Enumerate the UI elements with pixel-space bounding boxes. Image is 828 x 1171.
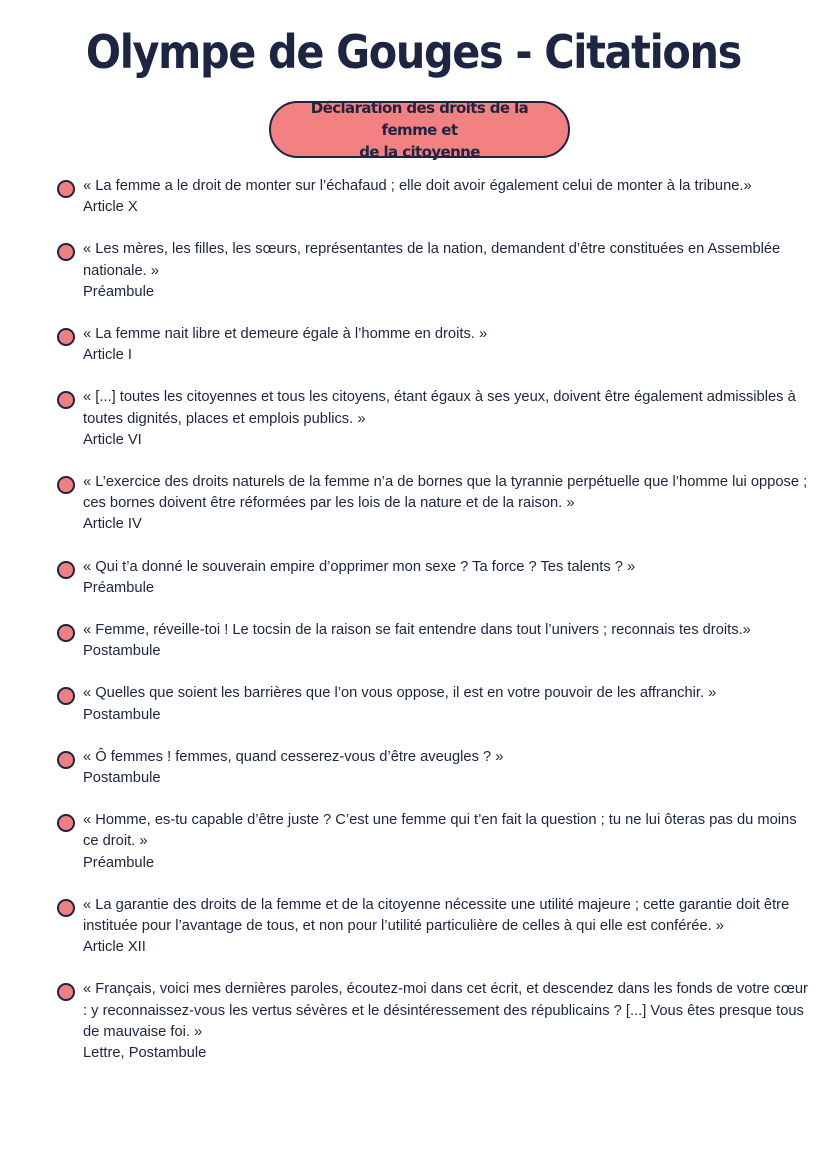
quote-source: Article VI bbox=[83, 431, 142, 448]
quote-text: « Ô femmes ! femmes, quand cesserez-vous d’être aveugles ? » bbox=[83, 748, 504, 765]
quote-item bbox=[56, 324, 808, 366]
circle-bullet-icon bbox=[57, 328, 75, 346]
circle-bullet-icon bbox=[57, 476, 75, 494]
circle-bullet-icon bbox=[57, 983, 75, 1001]
quote-text: « Homme, es-tu capable d’être juste ? C’est une femme qui t’en fait la question ; tu ne lui ôteras pas du moins ce droit. » bbox=[83, 812, 797, 850]
quote-text: « La femme nait libre et demeure égale à l’homme en droits. » bbox=[83, 326, 488, 343]
quote-source: Postambule bbox=[83, 643, 161, 660]
subtitle-badge bbox=[269, 98, 570, 161]
circle-bullet-icon bbox=[57, 814, 75, 832]
quote-source: Préambule bbox=[83, 854, 155, 871]
quote-item bbox=[56, 747, 808, 789]
quote-item bbox=[56, 557, 808, 599]
circle-bullet-icon bbox=[57, 391, 75, 409]
quote-item bbox=[56, 472, 808, 536]
quote-source: Article X bbox=[83, 199, 138, 216]
circle-bullet-icon bbox=[57, 624, 75, 642]
quote-source: Article XII bbox=[83, 939, 146, 956]
quote-source: Préambule bbox=[83, 283, 155, 300]
quote-text: « Femme, réveille-toi ! Le tocsin de la raison se fait entendre dans tout l’univers ; reconnais tes droits.» bbox=[83, 622, 751, 639]
circle-bullet-icon bbox=[57, 243, 75, 261]
circle-bullet-icon bbox=[57, 899, 75, 917]
quote-item bbox=[56, 387, 808, 451]
quote-text: « La garantie des droits de la femme et de la citoyenne nécessite une utilité majeure ; cette garantie doit être instituée pour l’avantage de tous, et non pour l’utilité particulière de celles à qui elle est conférée. » bbox=[83, 896, 790, 935]
quote-list bbox=[56, 176, 808, 1085]
page-title: Olympe de Gouges - Citations bbox=[85, 25, 741, 79]
quote-item bbox=[56, 979, 808, 1064]
quote-item bbox=[56, 895, 808, 959]
quote-item bbox=[56, 239, 808, 303]
quote-source: Lettre, Postambule bbox=[83, 1045, 207, 1062]
subtitle-line-1: Déclaration des droits de la femme et bbox=[310, 98, 529, 139]
subtitle-line-2: de la citoyenne bbox=[359, 142, 480, 161]
quote-source: Postambule bbox=[83, 770, 161, 787]
circle-bullet-icon bbox=[57, 180, 75, 198]
quote-item bbox=[56, 810, 808, 874]
quote-source: Article I bbox=[83, 347, 132, 364]
subtitle-text bbox=[271, 97, 568, 163]
quote-text: « Les mères, les filles, les sœurs, représentantes de la nation, demandent d’être constituées en Assemblée nationale. » bbox=[83, 241, 781, 279]
quote-source: Préambule bbox=[83, 579, 155, 596]
quote-item bbox=[56, 683, 808, 725]
quote-text: « L’exercice des droits naturels de la femme n’a de bornes que la tyrannie perpétuelle que l’homme lui oppose ; ces bornes doivent être réformées par les lois de la nature et de la raison. » bbox=[83, 474, 808, 512]
quote-text: « [...] toutes les citoyennes et tous les citoyens, étant égaux à ses yeux, doivent être également admissibles à toutes dignités, places et emplois publics. » bbox=[83, 389, 796, 427]
quote-text: « Français, voici mes dernières paroles, écoutez-moi dans cet écrit, et descendez dans les fonds de votre cœur : y reconnaissez-vous les vertus sévères et le désintéressement des républicains ? [...] Vous êtes presque tous de mauvaise foi. » bbox=[83, 981, 808, 1040]
quote-item bbox=[56, 620, 808, 662]
quote-text: « La femme a le droit de monter sur l’échafaud ; elle doit avoir également celui de monter à la tribune.» bbox=[83, 178, 752, 194]
quote-source: Postambule bbox=[83, 706, 161, 723]
quote-source: Article IV bbox=[83, 516, 142, 533]
quote-text: « Quelles que soient les barrières que l’on vous oppose, il est en votre pouvoir de les affranchir. » bbox=[83, 685, 717, 702]
circle-bullet-icon bbox=[57, 561, 75, 579]
circle-bullet-icon bbox=[57, 687, 75, 705]
circle-bullet-icon bbox=[57, 751, 75, 769]
quote-text: « Qui t’a donné le souverain empire d’opprimer mon sexe ? Ta force ? Tes talents ? » bbox=[83, 558, 636, 575]
quote-item bbox=[56, 176, 808, 218]
